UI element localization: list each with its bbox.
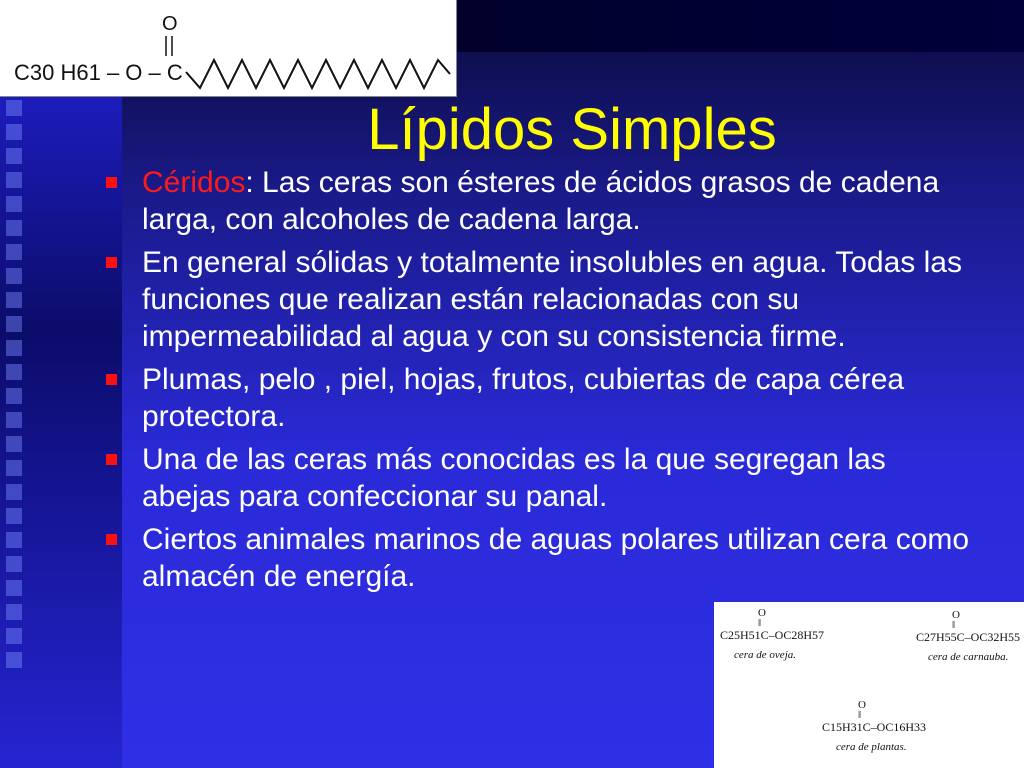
bullet-square-icon [106, 177, 117, 188]
wax-examples-panel [714, 602, 1024, 768]
wax-name: cera de oveja. [734, 649, 796, 661]
wax-formula: C27H55C–OC32H55 [916, 630, 1021, 644]
wax-name: cera de carnauba. [928, 651, 1009, 663]
ester-formula-label: C30 H61 – O – C [14, 60, 183, 85]
bullet-square-icon [106, 534, 117, 545]
bullet-square-icon [106, 454, 117, 465]
bullet-term: Céridos [142, 166, 246, 199]
bullet-item [100, 441, 970, 515]
bullet-square-icon [106, 257, 117, 268]
bullet-item [100, 164, 970, 238]
wax-formula: C15H31C–OC16H33 [822, 720, 927, 734]
bullet-item [100, 521, 970, 595]
bullet-text: Ciertos animales marinos de aguas polares utilizan cera como almacén de energía. [142, 523, 970, 593]
wax-formula: C25H51C–OC28H57 [720, 628, 825, 642]
bullet-text: Plumas, pelo , piel, hojas, frutos, cubiertas de capa cérea protectora. [142, 363, 905, 433]
wax-example-carnauba: O ‖ C27H55C–OC32H55 cera de carnauba. [916, 609, 1021, 663]
slide-title: Lípidos Simples [367, 97, 777, 162]
decorative-squares [6, 100, 28, 700]
bullet-square-icon [106, 374, 117, 385]
bullet-text: En general sólidas y totalmente insolubles en agua. Todas las funciones que realizan están relacionadas con su impermeabilidad al agua y con su consistencia firme. [142, 246, 962, 353]
bullet-list [100, 164, 970, 601]
wax-structure-diagram [0, 0, 457, 97]
bullet-text: : Las ceras son ésteres de ácidos grasos de cadena larga, con alcoholes de cadena larga. [142, 166, 940, 236]
bullet-text: Una de las ceras más conocidas es la que segregan las abejas para confeccionar su panal. [142, 443, 886, 513]
wax-example-oveja: O ‖ C25H51C–OC28H57 cera de oveja. [720, 607, 825, 661]
bullet-item [100, 361, 970, 435]
wax-example-plantas: O ‖ C15H31C–OC16H33 cera de plantas. [822, 699, 927, 753]
carbonyl-oxygen-label: O [162, 13, 178, 35]
wax-name: cera de plantas. [836, 741, 907, 753]
bullet-item [100, 244, 970, 355]
carbon-chain-zigzag [186, 60, 450, 88]
